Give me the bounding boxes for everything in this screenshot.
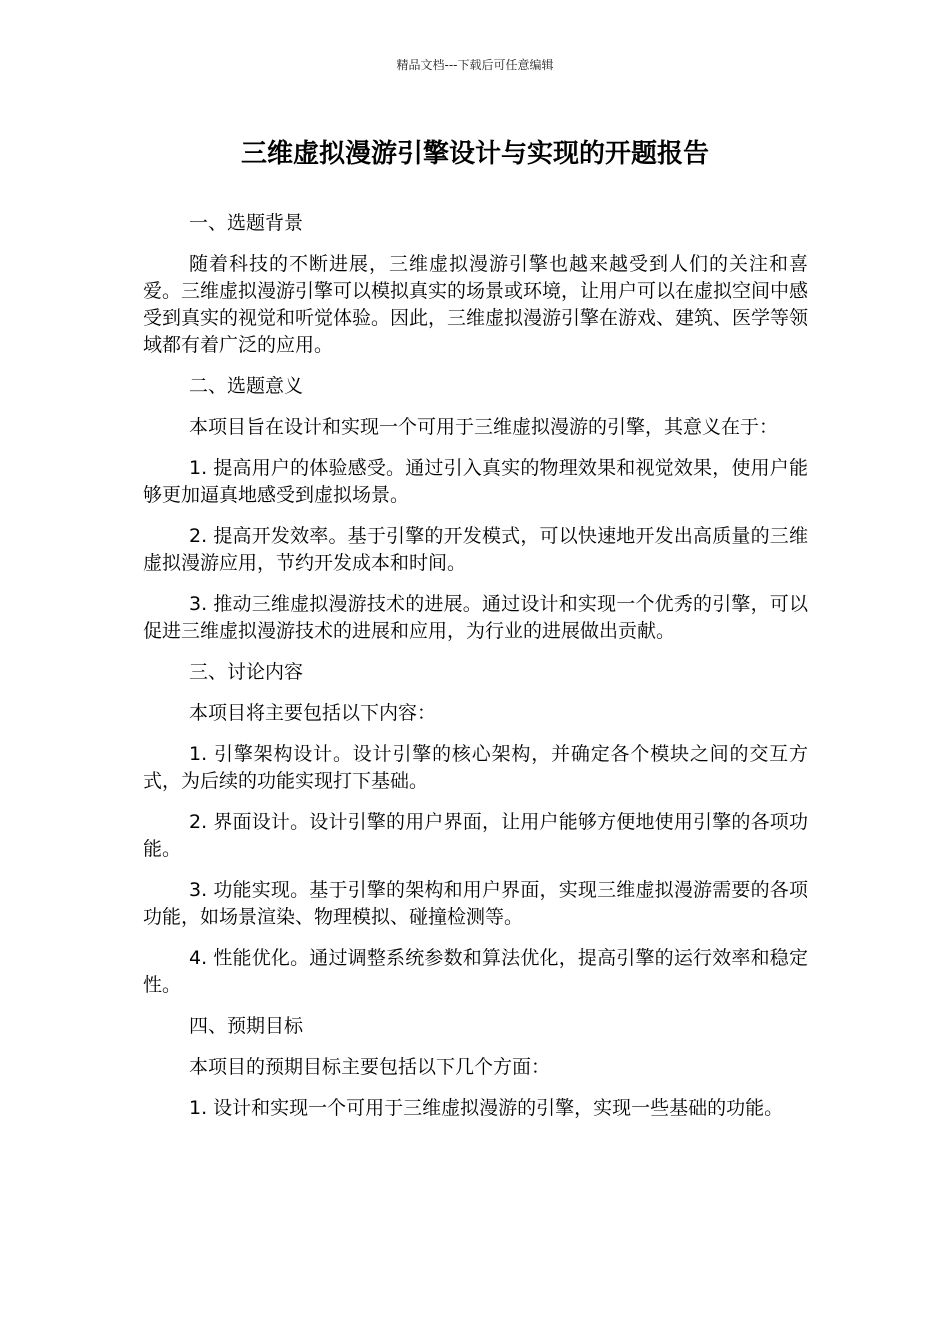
list-item-significance-1: 1. 提高用户的体验感受。通过引入真实的物理效果和视觉效果，使用户能够更加逼真地感受到虚拟场景。 (143, 457, 808, 506)
list-item-content-3: 3. 功能实现。基于引擎的架构和用户界面，实现三维虚拟漫游需要的各项功能，如场景渲染、物理模拟、碰撞检测等。 (143, 879, 808, 928)
paragraph-content-intro: 本项目将主要包括以下内容： (189, 702, 437, 724)
section-heading-background: 一、选题背景 (189, 212, 304, 234)
document-title: 三维虚拟漫游引擎设计与实现的开题报告 (240, 139, 709, 169)
paragraph-goals-intro: 本项目的预期目标主要包括以下几个方面： (189, 1056, 551, 1078)
header-note: 精品文档---下载后可任意编辑 (396, 58, 554, 72)
paragraph-significance-intro: 本项目旨在设计和实现一个可用于三维虚拟漫游的引擎，其意义在于： (189, 416, 779, 438)
section-heading-content: 三、讨论内容 (189, 661, 304, 683)
paragraph-background: 随着科技的不断进展，三维虚拟漫游引擎也越来越受到人们的关注和喜爱。三维虚拟漫游引擎可以模拟真实的场景或环境，让用户可以在虚拟空间中感受到真实的视觉和听觉体验。因此，三维虚拟漫游引擎在游戏、建筑、医学等领域都有着广泛的应用。 (143, 253, 809, 356)
section-heading-goals: 四、预期目标 (189, 1015, 304, 1037)
list-item-significance-3: 3. 推动三维虚拟漫游技术的进展。通过设计和实现一个优秀的引擎，可以促进三维虚拟漫游技术的进展和应用，为行业的进展做出贡献。 (143, 593, 808, 642)
document-body (143, 210, 808, 1136)
list-item-content-1: 1. 引擎架构设计。设计引擎的核心架构，并确定各个模块之间的交互方式，为后续的功能实现打下基础。 (143, 743, 808, 792)
section-heading-significance: 二、选题意义 (189, 375, 304, 397)
list-item-content-2: 2. 界面设计。设计引擎的用户界面，让用户能够方便地使用引擎的各项功能。 (143, 811, 808, 860)
list-item-significance-2: 2. 提高开发效率。基于引擎的开发模式，可以快速地开发出高质量的三维虚拟漫游应用，节约开发成本和时间。 (143, 525, 808, 574)
list-item-goals-1: 1. 设计和实现一个可用于三维虚拟漫游的引擎，实现一些基础的功能。 (189, 1097, 784, 1119)
list-item-content-4: 4. 性能优化。通过调整系统参数和算法优化，提高引擎的运行效率和稳定性。 (143, 947, 808, 996)
